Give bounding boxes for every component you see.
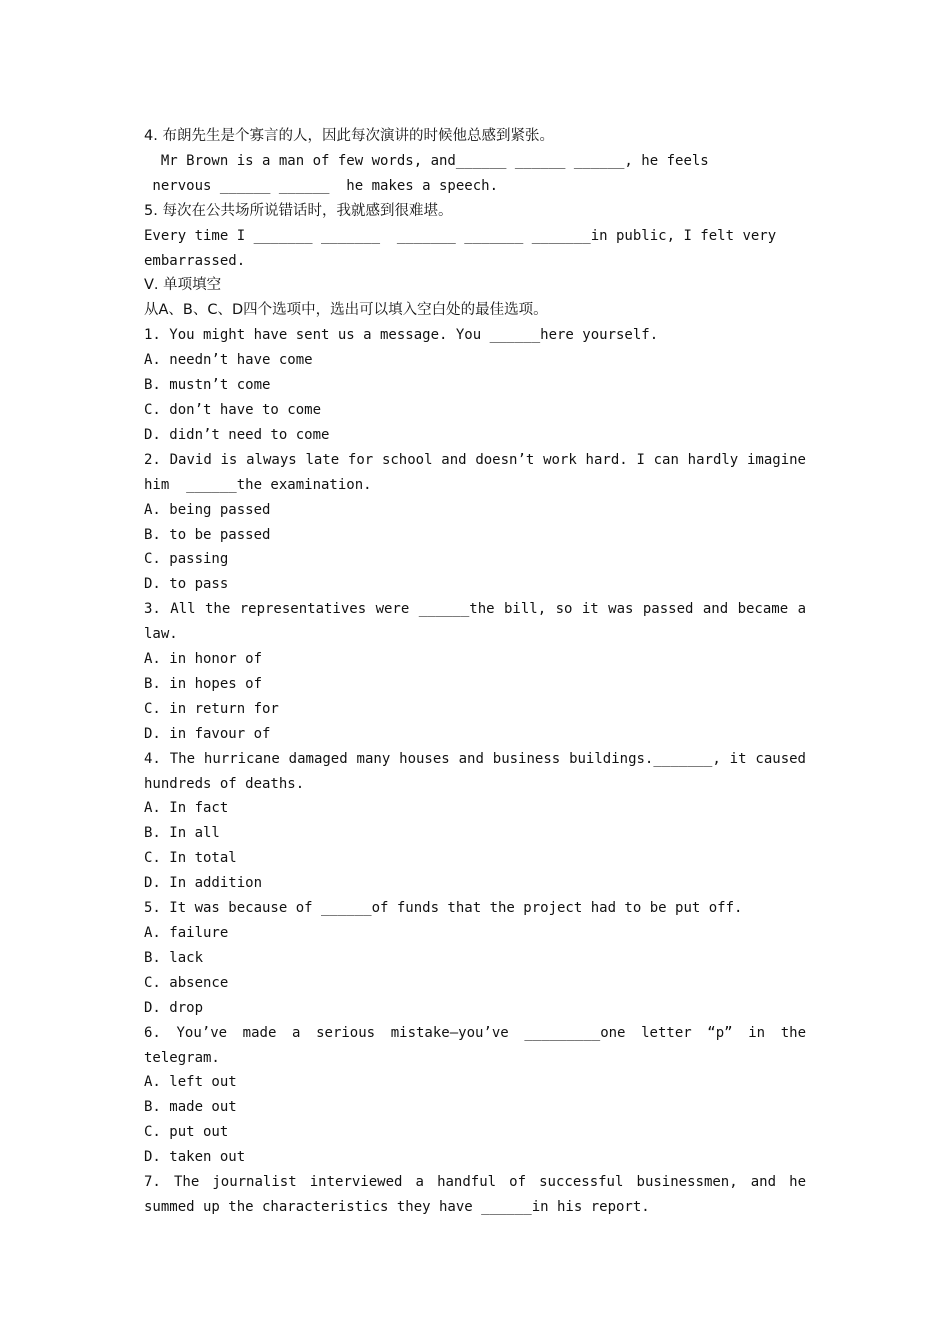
answer-option: A. In fact <box>144 800 229 817</box>
question-stem-line: him ______the examination. <box>144 476 372 493</box>
answer-option: B. in hopes of <box>144 675 263 692</box>
answer-option: D. drop <box>144 999 204 1016</box>
question-item <box>144 323 806 448</box>
document-page <box>144 124 806 1220</box>
question-item <box>144 1021 806 1170</box>
question-item <box>144 896 806 1021</box>
question-item <box>144 448 806 597</box>
question-stem-line: 5. It was because of ______of funds that the project had to be put off. <box>144 900 743 917</box>
question-item <box>144 597 806 746</box>
question-stem-line: 6. You’ve made a serious mistake—you’ve _________one letter “p” in the <box>144 1024 806 1041</box>
answer-option: D. In addition <box>144 875 263 892</box>
answer-option: D. didn’t need to come <box>144 426 330 443</box>
answer-option: A. left out <box>144 1074 237 1091</box>
question-stem-line: telegram. <box>144 1049 220 1066</box>
question-stem-line: law. <box>144 626 178 643</box>
translation-q5-english-line2: embarrassed. <box>144 252 246 269</box>
translation-q4-english-line2: nervous ______ ______ he makes a speech. <box>144 177 499 194</box>
answer-option: D. to pass <box>144 576 229 593</box>
answer-option: A. being passed <box>144 501 271 518</box>
section-instruction: 从A、B、C、D四个选项中，选出可以填入空白处的最佳选项。 <box>144 302 548 319</box>
translation-q4-chinese: 4. 布朗先生是个寡言的人，因此每次演讲的时候他总感到紧张。 <box>144 128 554 144</box>
answer-option: B. In all <box>144 825 220 842</box>
answer-option: B. made out <box>144 1099 237 1116</box>
answer-option: C. don’t have to come <box>144 401 322 418</box>
answer-option: C. In total <box>144 850 237 867</box>
question-stem-line: hundreds of deaths. <box>144 775 305 792</box>
question-stem-line: 3. All the representatives were ______the bill, so it was passed and became a <box>144 601 806 618</box>
translation-q5-english-line1: Every time I _______ _______ _______ _______ _______in public, I felt very <box>144 227 777 244</box>
translation-q5-chinese: 5. 每次在公共场所说错话时，我就感到很难堪。 <box>144 202 453 219</box>
answer-option: C. absence <box>144 974 229 991</box>
answer-option: C. in return for <box>144 700 279 717</box>
question-stem-line: 1. You might have sent us a message. You ______here yourself. <box>144 327 659 344</box>
question-stem-line: summed up the characteristics they have ______in his report. <box>144 1198 650 1215</box>
question-item <box>144 747 806 896</box>
answer-option: D. taken out <box>144 1149 246 1166</box>
translation-q4-english-line1: Mr Brown is a man of few words, and______ ______ ______, he feels <box>144 152 709 169</box>
answer-option: C. put out <box>144 1124 229 1141</box>
question-list <box>144 323 806 1220</box>
answer-option: B. lack <box>144 949 204 966</box>
answer-option: D. in favour of <box>144 725 271 742</box>
answer-option: B. mustn’t come <box>144 377 271 394</box>
question-stem-line: 4. The hurricane damaged many houses and business buildings._______, it caused <box>144 750 806 767</box>
answer-option: A. needn’t have come <box>144 352 313 369</box>
answer-option: C. passing <box>144 551 229 568</box>
answer-option: B. to be passed <box>144 526 271 543</box>
question-stem-line: 2. David is always late for school and doesn’t work hard. I can hardly imagine <box>144 451 806 468</box>
section-title: Ⅴ. 单项填空 <box>144 277 222 294</box>
answer-option: A. failure <box>144 925 229 941</box>
question-item <box>144 1170 806 1220</box>
question-stem-line: 7. The journalist interviewed a handful of successful businessmen, and he <box>144 1174 806 1191</box>
answer-option: A. in honor of <box>144 651 263 668</box>
